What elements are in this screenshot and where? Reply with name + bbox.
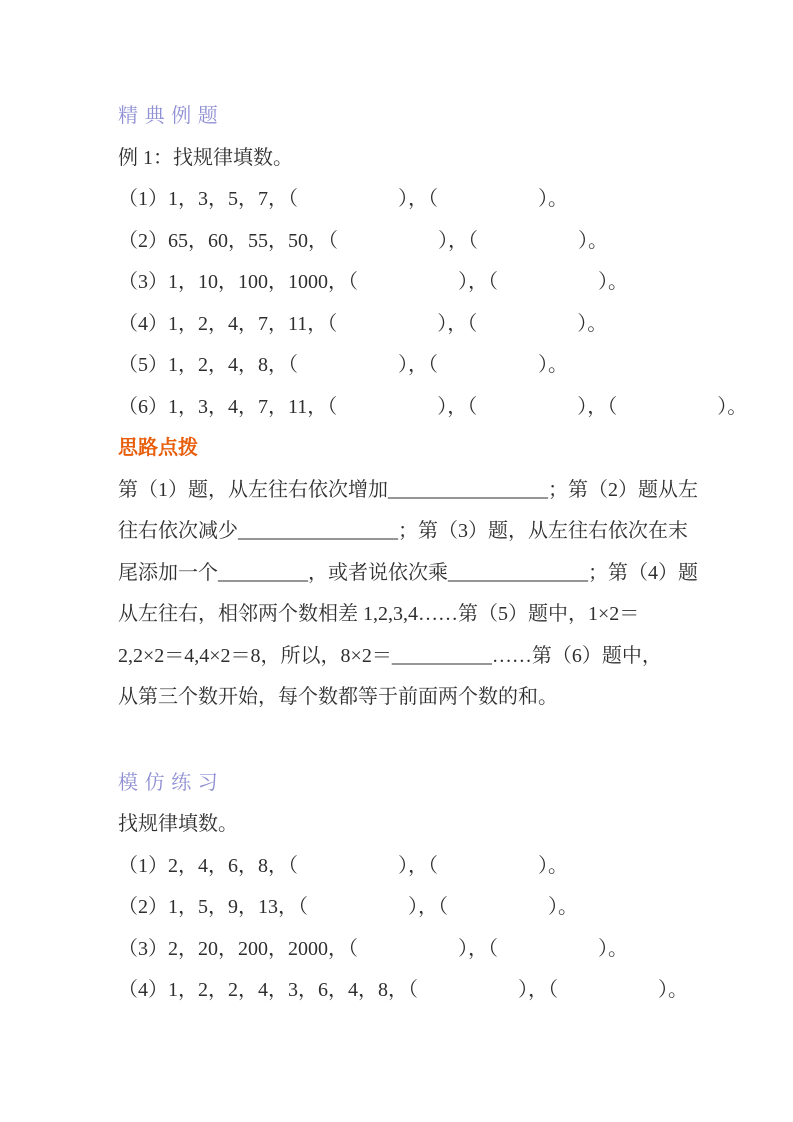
practice-line-1: （1）2，4，6，8，（ ），（ ）。 [118,854,568,877]
problem-line-1: （1）1，3，5，7，（ ），（ ）。 [118,188,568,210]
practice-line-4: （4）1，2，2，4，3，6，4，8，（ ），（ ）。 [118,979,688,1001]
tips-line-6: 从第三个数开始，每个数都等于前面两个数的和。 [118,686,558,708]
practice-line-3: （3）2，20，200，2000，（ ），（ ）。 [118,937,628,960]
tips-heading: 思路点拨 [118,437,198,459]
section-heading-practice: 模仿练习 [118,771,225,794]
practice-line-2: （2）1，5，9，13，（ ），（ ）。 [118,896,578,918]
problem-line-6: （6）1，3，4，7，11，（ ），（ ），（ ）。 [118,395,748,418]
tips-line-3: 尾添加一个_________，或者说依次乘______________；第（4）题 [118,561,698,584]
problem-line-5: （5）1，2，4，8，（ ），（ ）。 [118,354,568,376]
problem-line-4: （4）1，2，4，7，11，（ ），（ ）。 [118,312,608,335]
tips-line-4: 从左往右，相邻两个数相差 1,2,3,4……第（5）题中，1×2＝ [118,603,640,625]
tips-line-1: 第（1）题，从左往右依次增加________________；第（2）题从左 [118,478,698,501]
practice-title: 找规律填数。 [118,813,238,835]
problem-line-2: （2）65，60，55，50，（ ），（ ）。 [118,229,608,252]
section-heading-classic-examples: 精典例题 [118,105,225,127]
tips-line-5: 2,2×2＝4,4×2＝8，所以，8×2＝__________……第（6）题中， [118,644,662,667]
example-title: 例 1：找规律填数。 [118,146,293,169]
problem-line-3: （3）1，10，100，1000，（ ），（ ）。 [118,271,628,293]
tips-line-2: 往右依次减少________________；第（3）题，从左往右依次在末 [118,520,688,542]
